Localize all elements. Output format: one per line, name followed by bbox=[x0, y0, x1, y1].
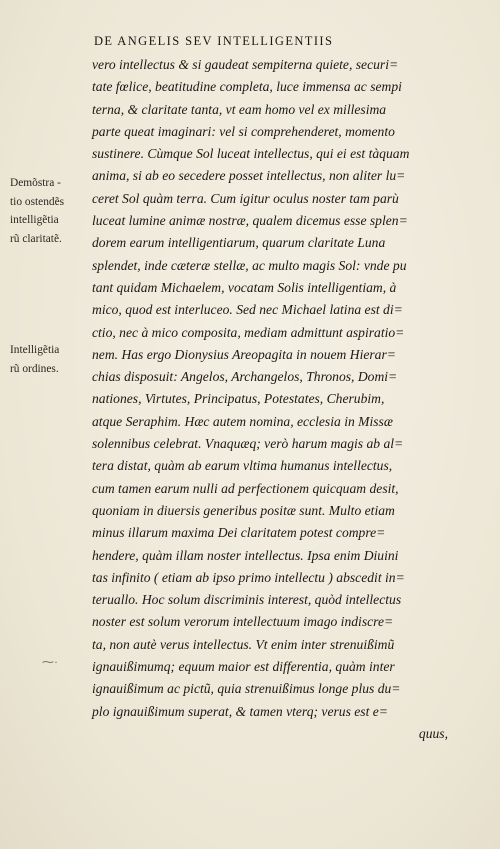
text-line: plo ignauißimum superat, & tamen vterq; verus est e= bbox=[92, 703, 388, 719]
margin-note-line: rũ claritatẽ. bbox=[10, 232, 62, 245]
text-line: luceat lumine animæ nostræ, qualem dicemus esse splen= bbox=[92, 213, 408, 229]
text-line: atque Seraphim. Hæc autem nomina, ecclesia in Missæ bbox=[92, 413, 393, 429]
text-line: sustinere. Cùmque Sol luceat intellectus, qui ei est tàquam bbox=[92, 146, 410, 162]
text-line: splendet, inde cæteræ stellæ, ac multo magis Sol: vnde pu bbox=[92, 257, 407, 273]
text-line: quus, bbox=[418, 725, 448, 741]
margin-mark: ⁓· bbox=[42, 655, 58, 669]
main-text bbox=[92, 54, 454, 745]
text-line: tera distat, quàm ab earum vltima humanus intellectus, bbox=[92, 458, 393, 474]
margin-note-line: tio ostendẽs bbox=[10, 195, 65, 208]
text-line: hendere, quàm illam noster intellectus. Ipsa enim Diuini bbox=[92, 547, 399, 563]
margin-note-line: intelligẽtia bbox=[10, 214, 59, 226]
text-line: nem. Has ergo Dionysius Areopagita in nouem Hierar= bbox=[92, 346, 396, 362]
margin-note-line: Demõstra - bbox=[10, 177, 61, 189]
text-line: dorem earum intelligentiarum, quarum claritate Luna bbox=[92, 235, 386, 251]
text-line: tas infinito ( etiam ab ipso primo intellectu ) abscedit in= bbox=[92, 569, 405, 585]
text-line: cum tamen earum nulli ad perfectionem quicquam desit, bbox=[92, 480, 399, 496]
text-line: parte queat imaginari: vel si comprehenderet, momento bbox=[92, 123, 395, 139]
text-line: nationes, Virtutes, Principatus, Potestates, Cherubim, bbox=[92, 391, 385, 407]
text-line: anima, si ab eo secedere posset intellectus, non aliter lu= bbox=[92, 168, 406, 184]
text-line: teruallo. Hoc solum discriminis interest, quòd intellectus bbox=[92, 592, 402, 608]
margin-note-demonstration bbox=[10, 174, 92, 248]
text-line: noster est solum verorum intellectuum imago indiscre= bbox=[92, 614, 394, 630]
margin-note-line: rũ ordines. bbox=[10, 362, 59, 375]
text-line: tant quidam Michaelem, vocatam Solis intelligentiam, à bbox=[92, 279, 397, 295]
text-line: mico, quod est interluceo. Sed nec Michael latina est di= bbox=[92, 302, 403, 318]
text-line: minus illarum maxima Dei claritatem potest compre= bbox=[92, 525, 386, 541]
text-line: ta, non autè verus intellectus. Vt enim inter strenuißimũ bbox=[92, 636, 395, 652]
text-line: ignauißimumq; equum maior est differentia, quàm inter bbox=[92, 659, 395, 675]
text-line: quoniam in diuersis generibus positæ sunt. Multo etiam bbox=[92, 502, 395, 518]
margin-note-line: Intelligẽtia bbox=[10, 344, 60, 356]
text-line: tate fœlice, beatitudine completa, luce immensa ac sempi bbox=[92, 79, 402, 95]
running-header: DE ANGELIS SEV INTELLIGENTIIS bbox=[94, 34, 334, 48]
text-line: vero intellectus & si gaudeat sempiterna quiete, securi= bbox=[92, 57, 399, 72]
text-line: ignauißimum ac pictũ, quia strenuißimus longe plus du= bbox=[92, 681, 401, 697]
text-line: ceret Sol quàm terra. Cum igitur oculus noster tam parù bbox=[92, 190, 399, 206]
text-line: terna, & claritate tanta, vt eam homo vel ex millesima bbox=[92, 101, 387, 117]
text-line: chias disposuit: Angelos, Archangelos, Thronos, Domi= bbox=[92, 369, 398, 385]
margin-note-orders bbox=[10, 341, 92, 378]
text-line: solennibus celebrat. Vnaquæq; verò harum magis ab al= bbox=[92, 436, 404, 452]
text-line: ctio, nec à mico composita, mediam admittunt aspiratio= bbox=[92, 324, 405, 340]
